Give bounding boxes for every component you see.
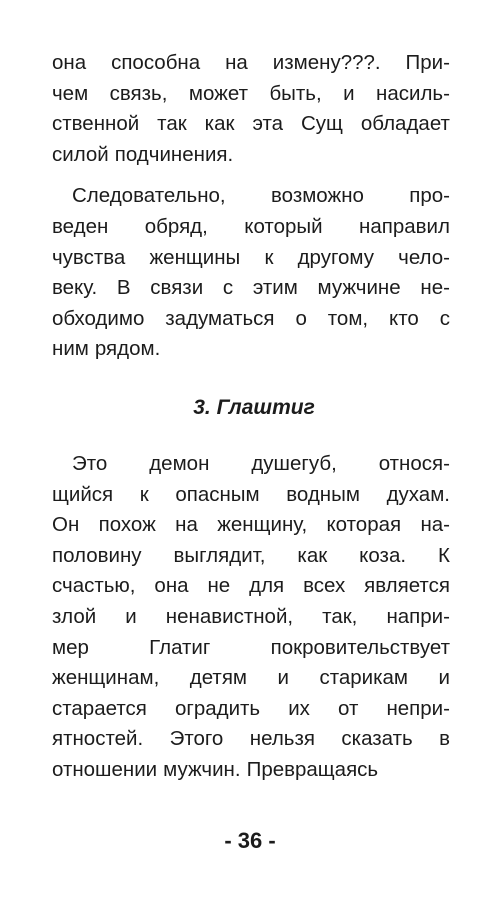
- text-line: счастью, она не для всех является: [52, 574, 450, 598]
- text-line: ятностей. Этого нельзя сказать в: [52, 727, 450, 751]
- page-number: - 36 -: [224, 828, 276, 853]
- text-line: ственной так как эта Сущ обладает: [52, 112, 450, 136]
- paragraph: [52, 449, 450, 786]
- text-line: Он похож на женщину, которая на-: [52, 513, 450, 537]
- text-line: щийся к опасным водным духам.: [52, 482, 450, 506]
- paragraph: [52, 48, 450, 170]
- text-line: чувства женщины к другому чело-: [52, 245, 450, 269]
- text-line: веден обряд, который направил: [52, 214, 450, 238]
- text-line: старается оградить их от непри-: [52, 696, 450, 720]
- text-line: обходимо задуматься о том, кто с: [52, 306, 450, 330]
- text-line: женщинам, детям и старикам и: [52, 666, 450, 690]
- text-line: ним рядом.: [52, 337, 161, 361]
- text-line: мер Глатиг покровительствует: [52, 635, 450, 659]
- text-line: она способна на измену???. При-: [52, 51, 450, 74]
- section-heading: 3. Глаштиг: [193, 395, 315, 419]
- text-line: чем связь, может быть, и насиль-: [52, 81, 450, 105]
- text-line: веку. В связи с этим мужчине не-: [52, 276, 450, 300]
- text-line: отношении мужчин. Превращаясь: [52, 757, 379, 781]
- text-line: половину выглядит, как коза. К: [52, 543, 450, 567]
- paragraph: [52, 181, 450, 365]
- text-line: силой подчинения.: [52, 142, 234, 166]
- text-line: Это демон душегуб, относя-: [72, 451, 450, 475]
- text-line: злой и ненавистной, так, напри-: [52, 604, 450, 628]
- text-line: Следовательно, возможно про-: [72, 184, 450, 208]
- page-body: [52, 48, 450, 785]
